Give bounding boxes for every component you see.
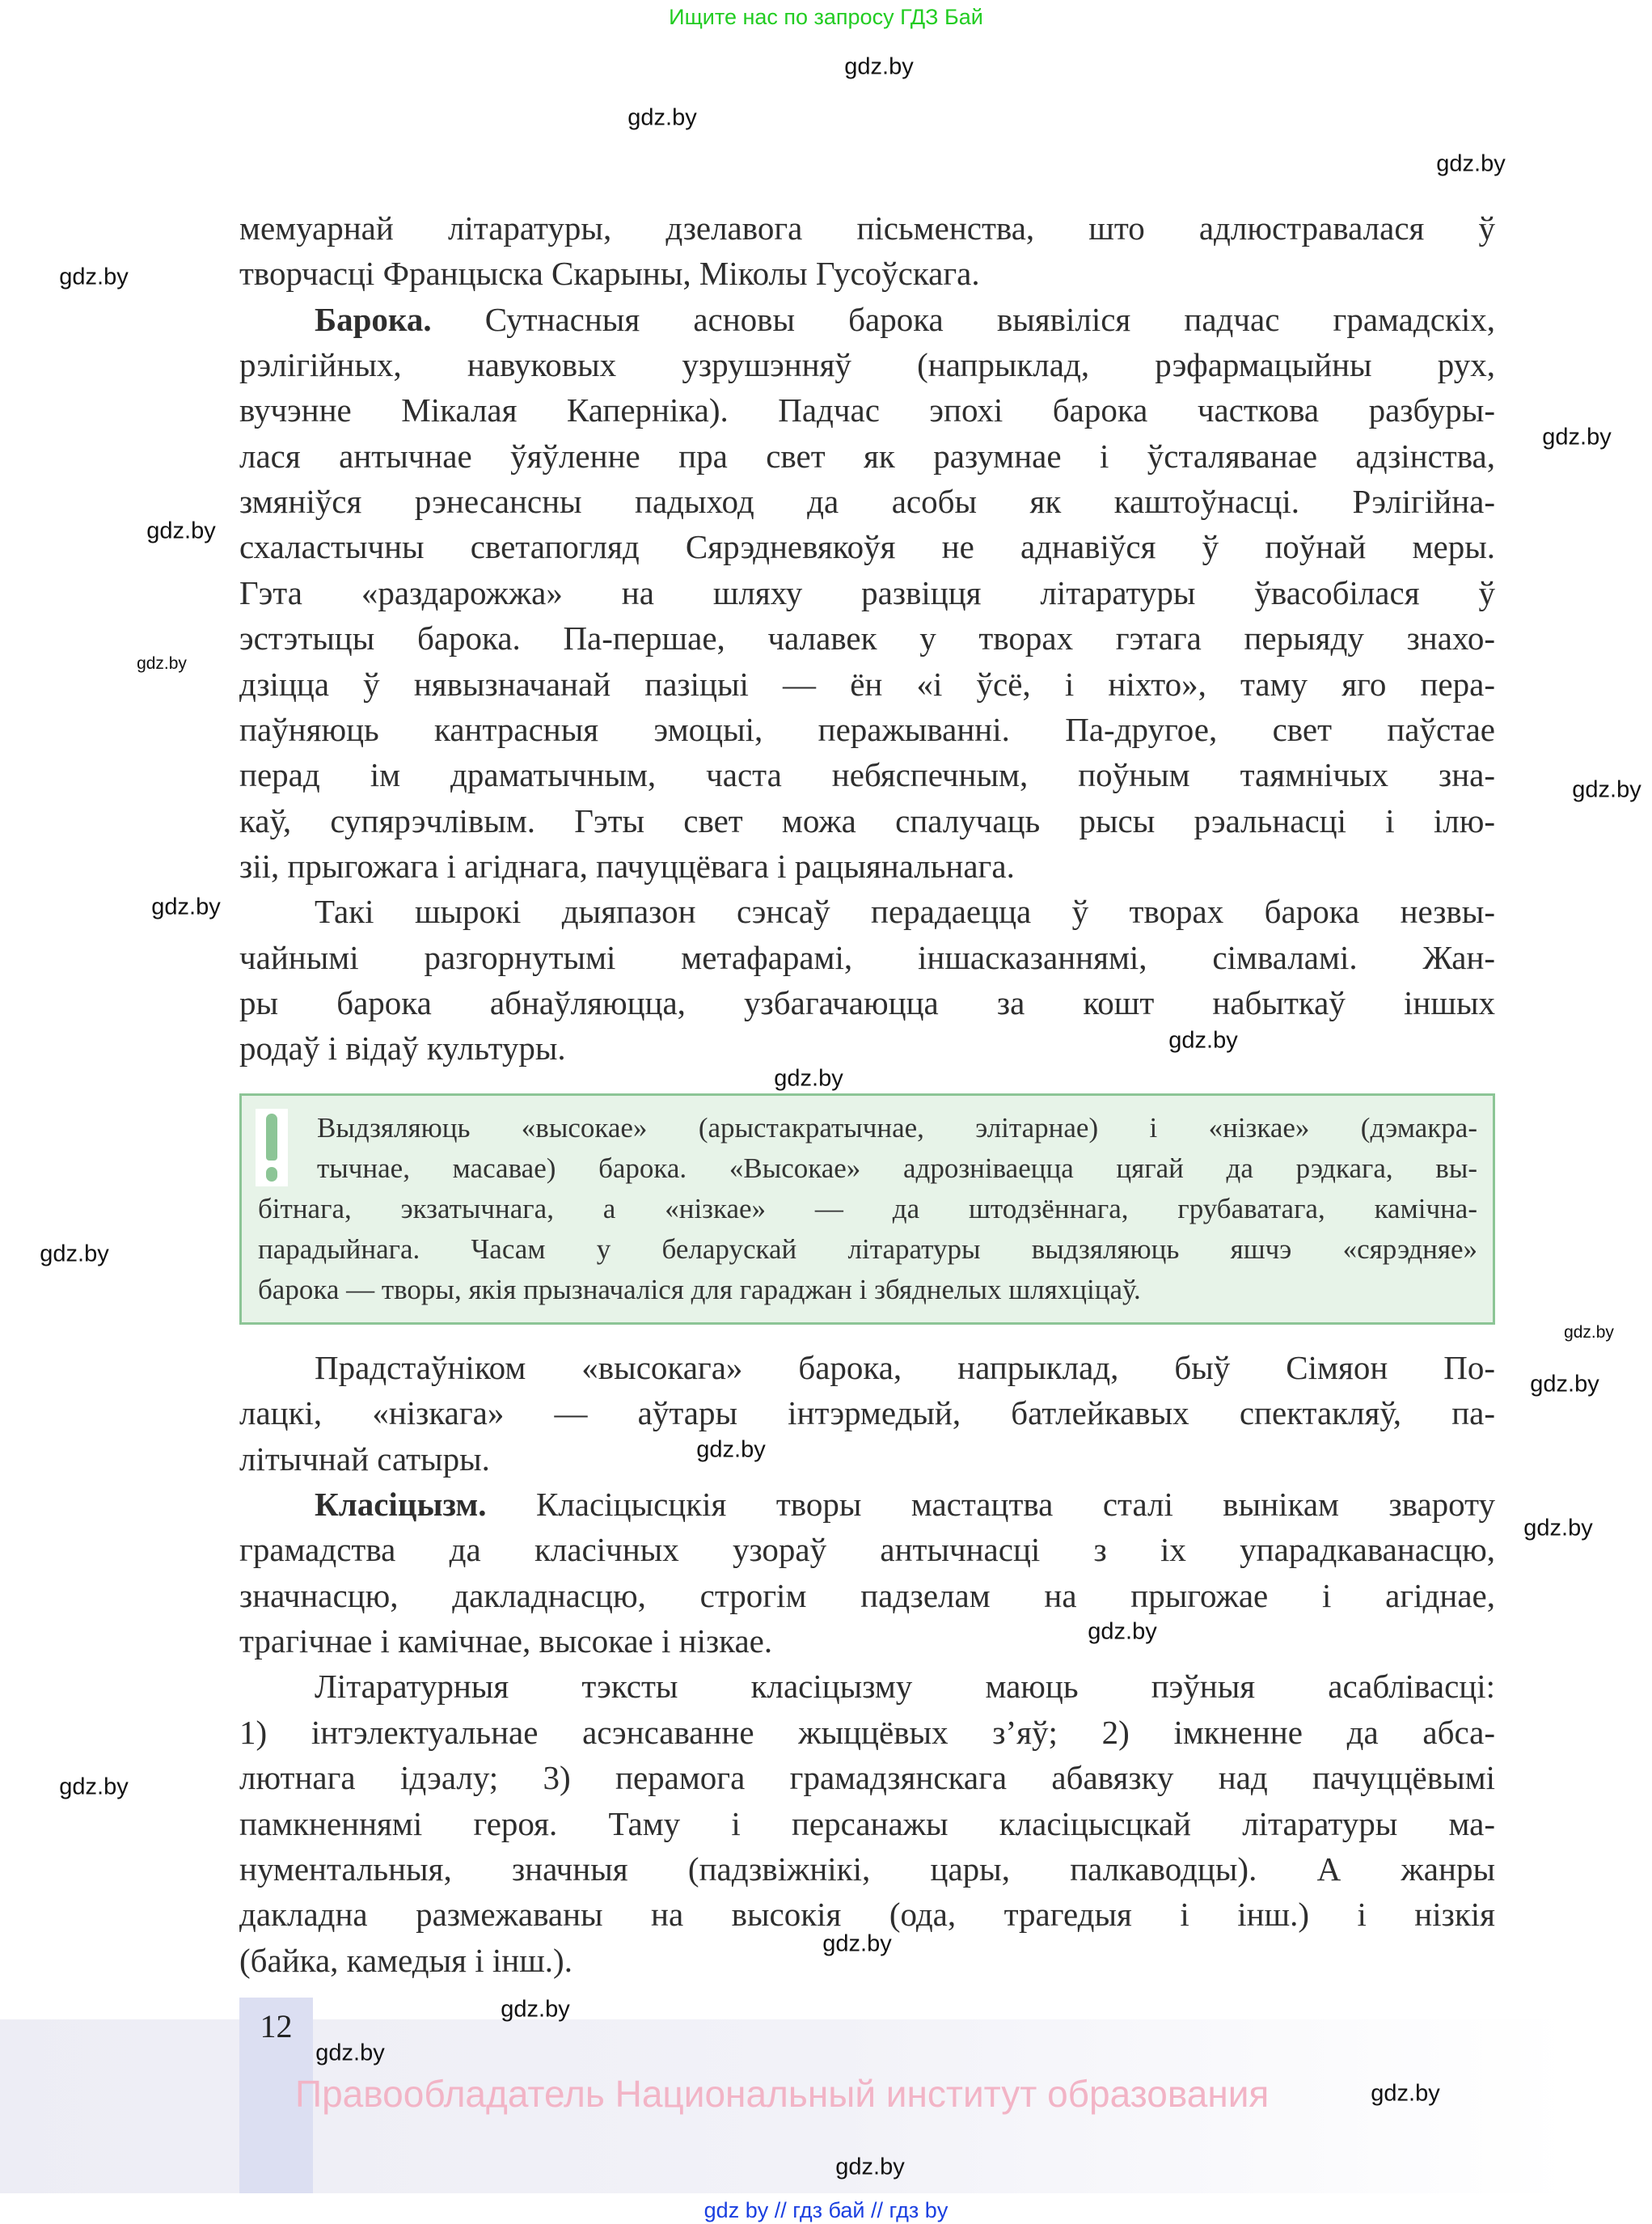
watermark: gdz.by <box>1564 1323 1614 1342</box>
note-box <box>239 1093 1495 1325</box>
text-line <box>239 297 1495 342</box>
text-content: Сутнасныя асновы барока выявіліся падчас грамадскіх, <box>431 300 1495 338</box>
watermark: gdz.by <box>1088 1618 1157 1645</box>
text-content: Прадстаўніком «высокага» барока, напрыклад, быў Сімяон По- <box>315 1349 1495 1386</box>
text-line <box>239 479 1495 524</box>
watermark: gdz.by <box>1530 1371 1599 1397</box>
section-heading: Барока. <box>315 300 432 338</box>
text-line <box>239 570 1495 615</box>
watermark: gdz.by <box>501 1996 570 2023</box>
text-content: Гэта «раздарожжа» на шляху развіцця літаратуры ўвасобілася ў <box>239 573 1495 611</box>
note-line: барока — творы, якія прызначаліся для гараджан і збяднелых шляхціцаў. <box>258 1274 1141 1305</box>
watermark: gdz.by <box>151 894 221 920</box>
copyright-notice: Правообладатель Национальный институт образования <box>295 2073 1270 2115</box>
watermark: gdz.by <box>40 1241 109 1267</box>
text-content: эстэтыцы барока. Па-першае, чалавек у творах гэтага перыяду знахо- <box>239 619 1495 657</box>
text-line <box>239 1025 1495 1071</box>
text-line <box>239 1436 1495 1482</box>
text-content: мемуарнай літаратуры, дзелавога пісьменства, што адлюстравалася ў <box>239 209 1495 247</box>
note-line: тычнае, масавае) барока. «Высокае» адрозніваецца цягай да рэдкага, вы- <box>317 1152 1477 1184</box>
text-content: лацкі, «нізкага» — аўтары інтэрмедый, батлейкавых спектакляў, па- <box>239 1394 1495 1432</box>
text-line <box>239 524 1495 569</box>
link-separator: // <box>774 2198 787 2222</box>
watermark: gdz.by <box>1523 1515 1593 1541</box>
text-content: творчасці Францыска Скарыны, Міколы Гусоўскага. <box>239 255 980 293</box>
text-content: змяніўся рэнесансны падыход да асобы як каштоўнасці. Рэлігійна- <box>239 483 1495 521</box>
text-line <box>239 1710 1495 1755</box>
text-line <box>239 1345 1495 1390</box>
watermark: gdz.by <box>844 53 914 80</box>
watermark: gdz.by <box>59 264 129 290</box>
watermark: gdz.by <box>696 1436 766 1463</box>
text-line <box>239 251 1495 296</box>
text-content: вучэнне Мікалая Каперніка). Падчас эпохі барока часткова разбуры- <box>239 391 1495 429</box>
watermark: gdz.by <box>146 518 216 544</box>
note-line: Выдзяляюць «высокае» (арыстакратычнае, элітарнае) і «нізкае» (дэмакра- <box>317 1112 1477 1144</box>
text-line <box>239 1664 1495 1709</box>
watermark: gdz.by <box>822 1930 892 1957</box>
exclamation-icon <box>256 1109 288 1186</box>
text-line <box>239 752 1495 797</box>
text-line <box>239 662 1495 707</box>
text-line <box>239 1527 1495 1572</box>
note-line: парадыйнага. Часам у беларускай літаратуры выдзяляюць яшчэ «сярэдняе» <box>258 1233 1477 1265</box>
text-line <box>239 1618 1495 1664</box>
text-content: ры барока абнаўляюцца, узбагачаюцца за кошт набыткаў іншых <box>239 983 1495 1021</box>
text-content: перад ім драматычным, часта небяспечным, поўным таямнічых зна- <box>239 756 1495 794</box>
text-content: каў, супярэчлівым. Гэты свет можа спалучаць рысы рэальнасці і ілю- <box>239 801 1495 839</box>
section-heading: Класіцызм. <box>315 1486 487 1524</box>
text-content: грамадства да класічных узораў антычнасці з іх упарадкаванасцю, <box>239 1531 1495 1569</box>
text-content: літычнай сатыры. <box>239 1440 490 1478</box>
text-line <box>239 205 1495 251</box>
text-content: дакладна размежаваны на высокія (ода, трагедыя і інш.) і нізкія <box>239 1896 1495 1934</box>
text-line <box>239 798 1495 844</box>
text-content: Такі шырокі дыяпазон сэнсаў перадаецца ў творах барока незвы- <box>315 893 1495 931</box>
text-line <box>239 342 1495 387</box>
text-content: 1) інтэлектуальнае асэнсаванне жыццёвых з’яў; 2) імкненне да абса- <box>239 1713 1495 1751</box>
watermark: gdz.by <box>1572 776 1641 803</box>
text-line <box>239 387 1495 433</box>
text-line <box>239 615 1495 661</box>
text-content: (байка, камедыя і інш.). <box>239 1941 572 1979</box>
text-line <box>239 433 1495 479</box>
text-line <box>239 1755 1495 1800</box>
watermark: gdz.by <box>774 1065 843 1092</box>
watermark: gdz.by <box>627 104 697 131</box>
text-line <box>239 889 1495 934</box>
watermark: gdz.by <box>1542 424 1612 450</box>
text-content: паўняюць кантрасныя эмоцыі, перажыванні. Па-другое, свет паўстае <box>239 710 1495 748</box>
text-content: схаластычны светапогляд Сярэдневякоўя не аднавіўся ў поўнай меры. <box>239 528 1495 566</box>
link-gdz-bai[interactable]: гдз бай <box>792 2198 865 2222</box>
note-line: бітнага, экзатычнага, а «нізкае» — да штодзённага, грубаватага, камічна- <box>258 1193 1477 1224</box>
text-content: родаў і відаў культуры. <box>239 1030 566 1068</box>
text-line <box>239 980 1495 1025</box>
page-number: 12 <box>260 2008 293 2044</box>
text-content: лася антычнае ўяўленне пра свет як разумнае і ўсталяванае адзінства, <box>239 437 1495 475</box>
text-line <box>239 1801 1495 1846</box>
top-banner[interactable]: Ищите нас по запросу ГДЗ Бай <box>669 5 983 29</box>
text-content: дзіцца ў нявызначанай пазіцыі — ён «і ўсё, і ніхто», таму яго пера- <box>239 665 1495 703</box>
text-content: значнасцю, дакладнасцю, строгім падзелам на прыгожае і агіднае, <box>239 1576 1495 1614</box>
link-gdz-by-2[interactable]: гдз by <box>889 2198 949 2222</box>
text-content: рэлігійных, навуковых узрушэнняў (напрыклад, рэфармацыйны рух, <box>239 346 1495 384</box>
text-line <box>239 1846 1495 1892</box>
text-line <box>239 1573 1495 1618</box>
watermark: gdz.by <box>59 1774 129 1800</box>
watermark: gdz.by <box>1436 150 1506 177</box>
text-content: нументальныя, значныя (падзвіжнікі, цары, палкаводцы). А жанры <box>239 1850 1495 1888</box>
text-content: лютнага ідэалу; 3) перамога грамадзянскага абавязку над пачуццёвымі <box>239 1759 1495 1797</box>
text-line <box>239 1482 1495 1527</box>
link-gdz-by[interactable]: gdz by <box>703 2198 769 2222</box>
text-content: зіі, прыгожага і агіднага, пачуццёвага і рацыянальнага. <box>239 847 1015 885</box>
text-content: памкненнямі героя. Таму і персанажы класіцысцкай літаратуры ма- <box>239 1804 1495 1842</box>
watermark: gdz.by <box>1168 1027 1238 1054</box>
link-separator: // <box>871 2198 884 2222</box>
watermark: gdz.by <box>137 654 187 673</box>
text-line <box>239 844 1495 889</box>
text-line <box>239 1390 1495 1435</box>
text-content: чайнымі разгорнутымі метафарамі, іншасказаннямі, сімваламі. Жан- <box>239 938 1495 976</box>
bottom-links <box>0 2198 1652 2223</box>
watermark: gdz.by <box>1371 2080 1440 2107</box>
text-line <box>239 707 1495 752</box>
text-content: Класіцысцкія творы мастацтва сталі вынікам звароту <box>486 1486 1495 1524</box>
text-content: трагічнае і камічнае, высокае і нізкае. <box>239 1622 773 1660</box>
text-line <box>239 935 1495 980</box>
watermark: gdz.by <box>315 2040 385 2066</box>
text-content: Літаратурныя тэксты класіцызму маюць пэўныя асаблівасці: <box>315 1668 1495 1706</box>
watermark: gdz.by <box>835 2154 905 2180</box>
